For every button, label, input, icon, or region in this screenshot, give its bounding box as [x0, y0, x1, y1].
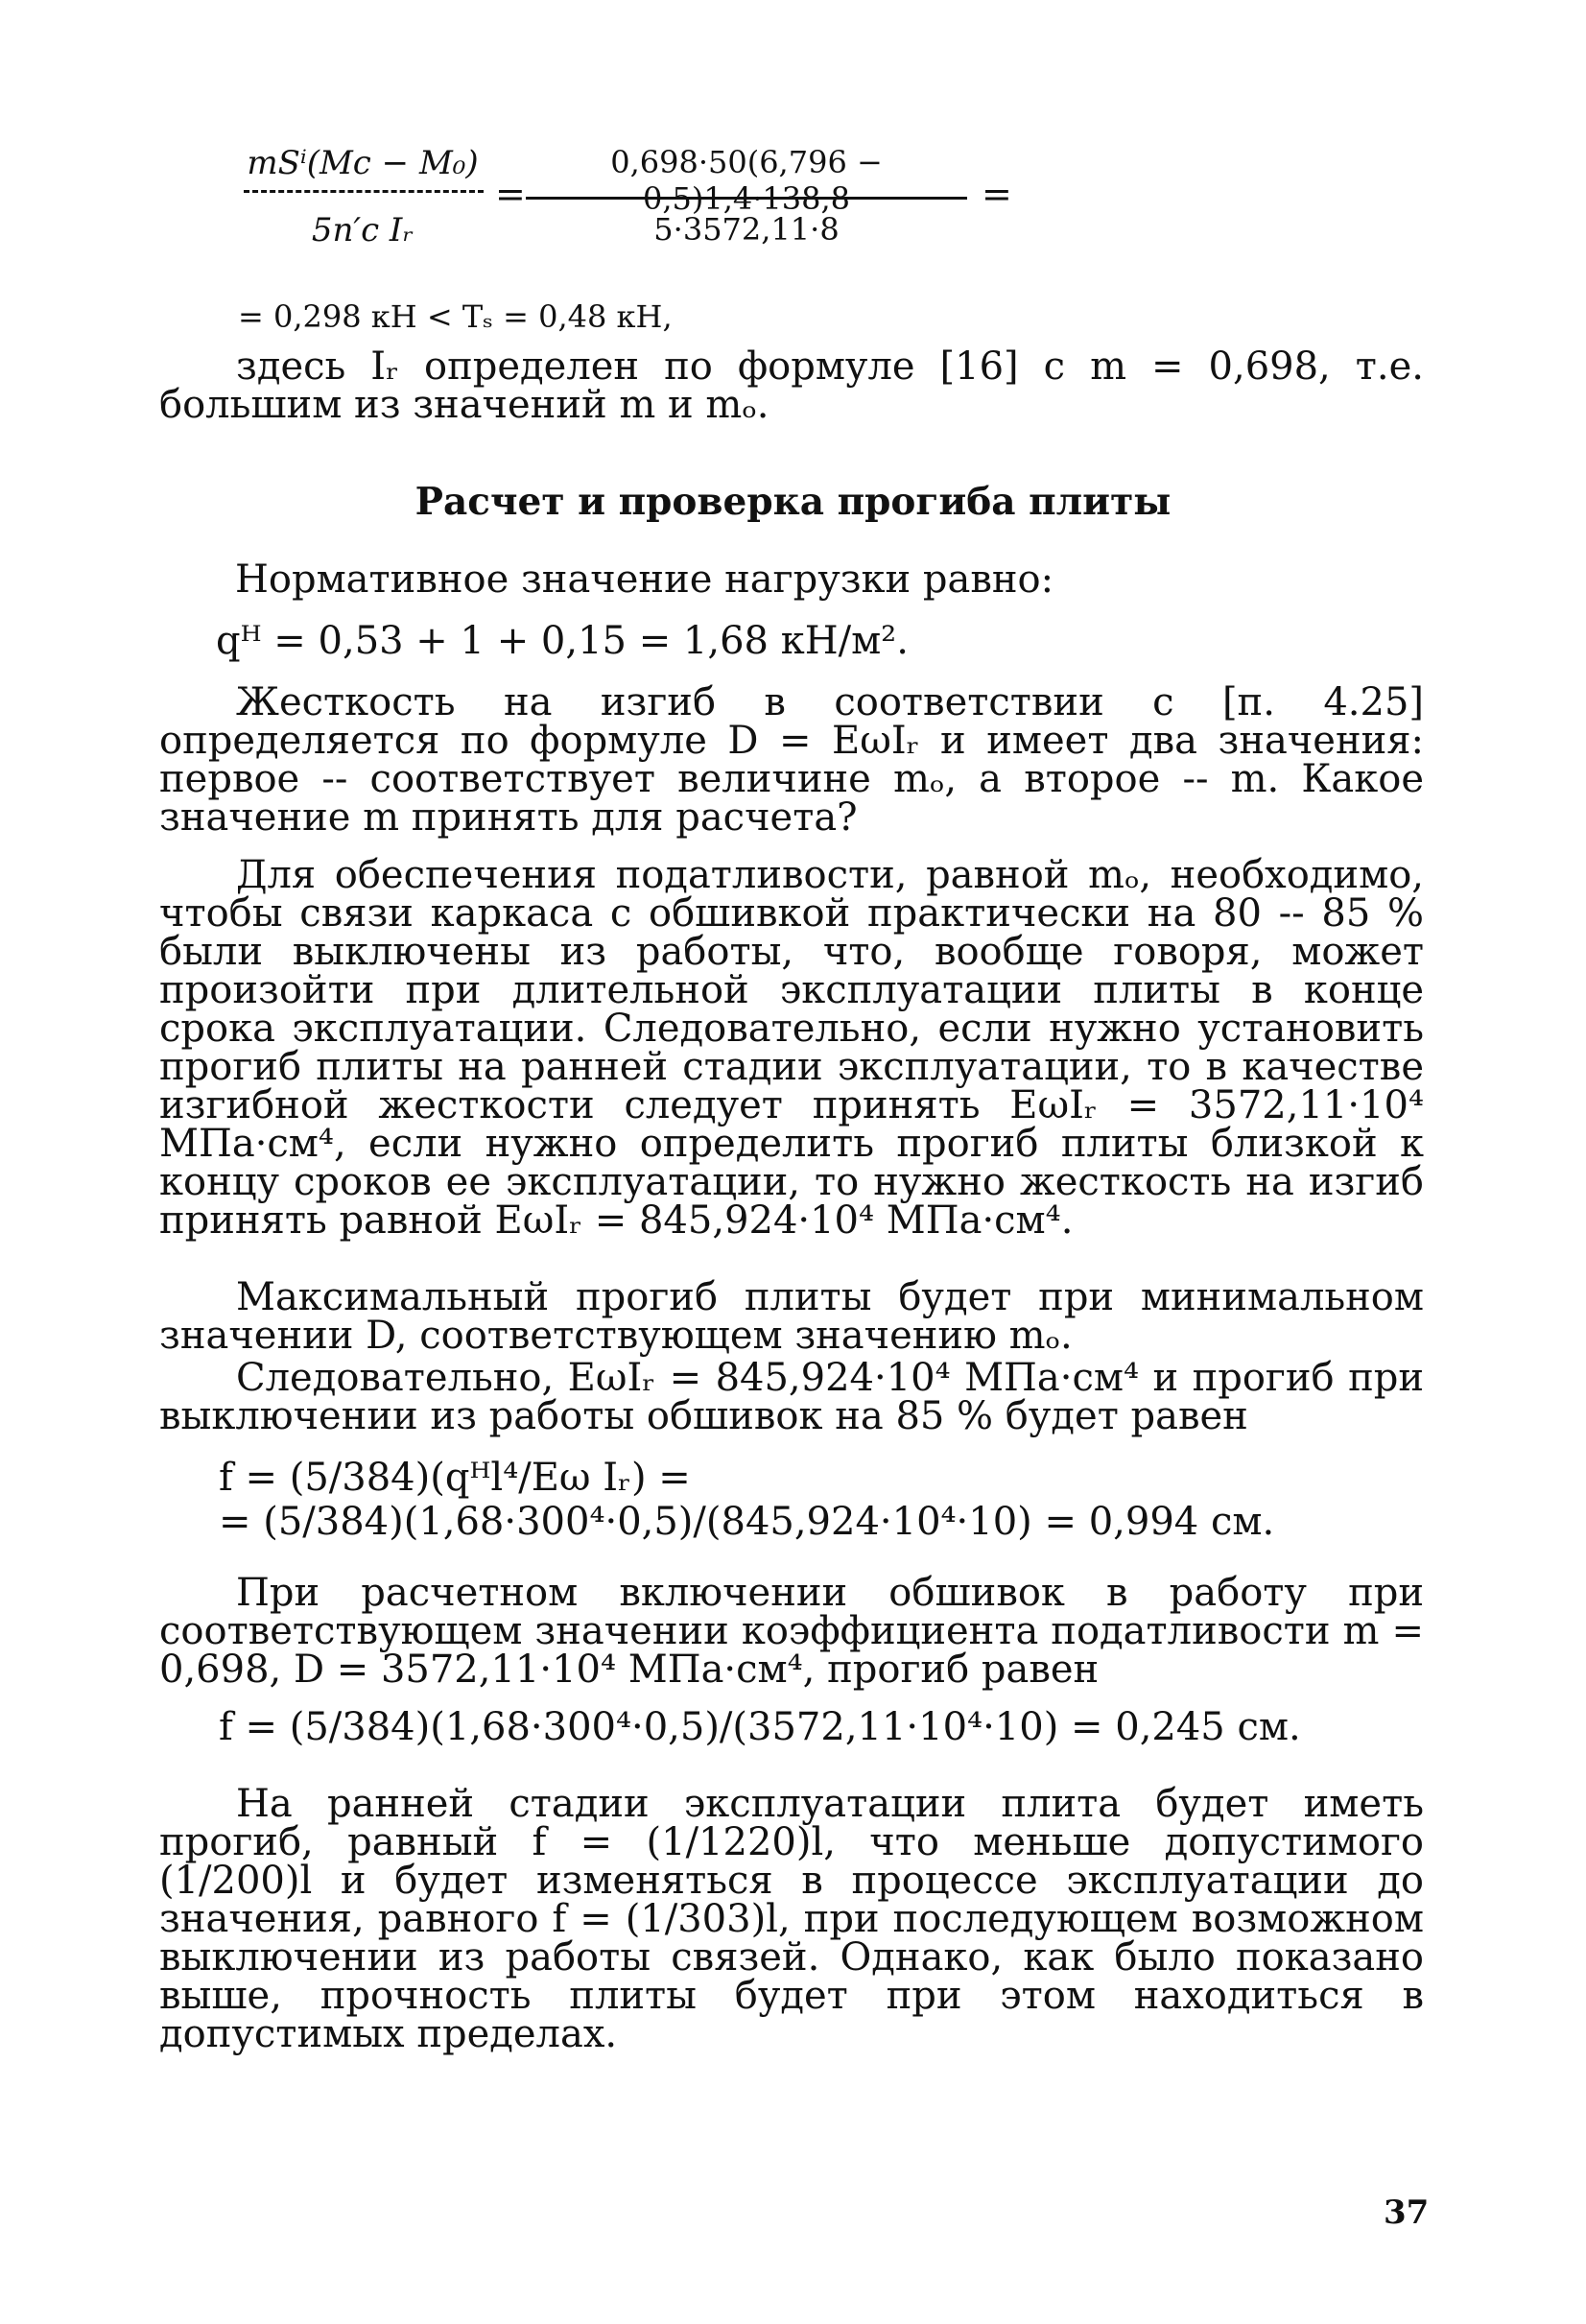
- paragraph-final: На ранней стадии эксплуатации плита будет иметь прогиб, равный f = (1/1220)l, что меньше допустимого (1/200)l и будет изменяться в процессе эксплуатации до значения, равного f = (1/303)l, при последующем возможном выключении из работы связей. Однако, как было показано выше, прочность плиты будет при этом находиться в допустимых пределах.: [159, 1782, 1424, 2056]
- formula-trailing-equals-sign: =: [982, 173, 1012, 215]
- formula-f2: f = (5/384)(1,68·300⁴·0,5)/(3572,11·10⁴·10) = 0,245 см.: [219, 1705, 1301, 1749]
- page-number: 37: [1384, 2194, 1430, 2232]
- norm-load-text: Нормативное значение нагрузки равно:: [235, 557, 1054, 602]
- paragraph-therefore: Следовательно, EωIᵣ = 845,924·10⁴ МПа·см⁴ и прогиб при выключении из работы обшивок на 85 % будет равен: [159, 1356, 1424, 1438]
- formula-lhs-fraction-bar: [244, 190, 484, 193]
- norm-load-formula: qᴴ = 0,53 + 1 + 0,15 = 1,68 кН/м².: [216, 619, 909, 663]
- paragraph-intro: здесь Iᵣ определен по формуле [16] с m = 0,698, т.е. большим из значений m и mₒ.: [159, 344, 1424, 427]
- formula-f1-line1: f = (5/384)(qᴴl⁴/Eω Iᵣ) =: [219, 1456, 691, 1500]
- formula-lhs-numerator: mSⁱ(Mc − M₀): [247, 144, 479, 182]
- formula-equals-sign: =: [495, 173, 526, 215]
- paragraph-stiffness: Жесткость на изгиб в соответствии с [п. 4.25] определяется по формуле D = EωIᵣ и имеет два значения: первое -- соответствует величине mₒ, а второе -- m. Какое значение m принять для расчета?: [159, 680, 1424, 840]
- paragraph-compliance: Для обеспечения податливости, равной mₒ, необходимо, чтобы связи каркаса с обшивкой практически на 80 -- 85 % были выключены из работы, что, вообще говоря, может произойти при длительной эксплуатации плиты в конце срока эксплуатации. Следовательно, если нужно установить прогиб плиты на ранней стадии эксплуатации, то в качестве изгибной жесткости следует принять EωIᵣ = 3572,11·10⁴ МПа·см⁴, если нужно определить прогиб плиты близкой к концу сроков ее эксплуатации, то нужно жесткость на изгиб принять равной EωIᵣ = 845,924·10⁴ МПа·см⁴.: [159, 853, 1424, 1243]
- formula-fraction: [238, 144, 1063, 269]
- formula-f1-line2: = (5/384)(1,68·300⁴·0,5)/(845,924·10⁴·10) = 0,994 см.: [219, 1500, 1275, 1544]
- formula-rhs-fraction-bar: [526, 197, 967, 200]
- formula-lhs-denominator: 5n′c Iᵣ: [311, 211, 414, 249]
- formula-result: = 0,298 кН < Tₛ = 0,48 кН,: [238, 298, 673, 335]
- section-heading: Расчет и проверка прогиба плиты: [414, 480, 1172, 524]
- paragraph-max-deflection: Максимальный прогиб плиты будет при минимальном значении D, соответствующем значению mₒ.: [159, 1275, 1424, 1358]
- formula-rhs-numerator: 0,698·50(6,796 − 0,5)1,4·138,8: [610, 144, 883, 217]
- paragraph-inclusion: При расчетном включении обшивок в работу при соответствующем значении коэффициента податливости m = 0,698, D = 3572,11·10⁴ МПа·см⁴, прогиб равен: [159, 1571, 1424, 1692]
- formula-rhs-denominator: 5·3572,11·8: [653, 211, 840, 248]
